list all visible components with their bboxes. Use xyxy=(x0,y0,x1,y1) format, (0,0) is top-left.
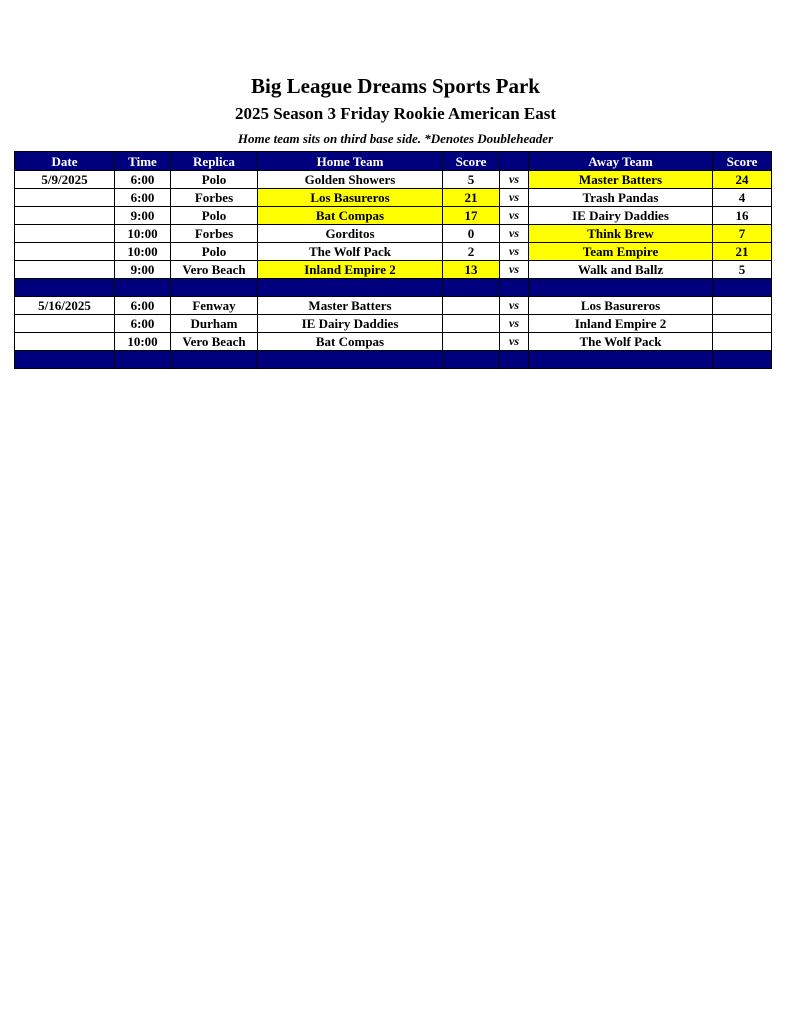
separator-cell xyxy=(529,351,713,369)
separator-cell xyxy=(443,351,500,369)
separator-cell xyxy=(15,279,115,297)
time-cell: 10:00 xyxy=(115,225,171,243)
home-team-cell: The Wolf Pack xyxy=(258,243,443,261)
home-team-cell: Inland Empire 2 xyxy=(258,261,443,279)
col-replica-header: Replica xyxy=(171,152,258,171)
home-team-cell: Bat Compas xyxy=(258,207,443,225)
time-cell: 10:00 xyxy=(115,243,171,261)
separator-cell xyxy=(115,279,171,297)
away-team-cell: Walk and Ballz xyxy=(529,261,713,279)
away-score-cell xyxy=(713,315,772,333)
table-row xyxy=(15,243,772,261)
separator-cell xyxy=(258,279,443,297)
date-cell xyxy=(15,243,115,261)
vs-cell: vs xyxy=(500,297,529,315)
time-cell: 9:00 xyxy=(115,261,171,279)
vs-cell: vs xyxy=(500,333,529,351)
home-team-cell: Gorditos xyxy=(258,225,443,243)
away-score-cell: 24 xyxy=(713,171,772,189)
home-score-cell: 5 xyxy=(443,171,500,189)
date-cell xyxy=(15,315,115,333)
home-score-cell: 13 xyxy=(443,261,500,279)
table-row xyxy=(15,171,772,189)
separator-cell xyxy=(171,279,258,297)
page-subtitle: 2025 Season 3 Friday Rookie American East xyxy=(234,104,557,123)
away-team-cell: IE Dairy Daddies xyxy=(529,207,713,225)
col-home-score-header: Score xyxy=(443,152,500,171)
home-team-cell: IE Dairy Daddies xyxy=(258,315,443,333)
col-away-team-header: Away Team xyxy=(529,152,713,171)
away-score-cell: 16 xyxy=(713,207,772,225)
col-vs-header xyxy=(500,152,529,171)
page-note: Home team sits on third base side. *Denotes Doubleheader xyxy=(237,131,554,146)
table-row xyxy=(15,207,772,225)
vs-cell: vs xyxy=(500,261,529,279)
table-row xyxy=(15,297,772,315)
date-cell xyxy=(15,189,115,207)
home-score-cell: 21 xyxy=(443,189,500,207)
page-title: Big League Dreams Sports Park xyxy=(251,74,540,98)
home-team-cell: Los Basureros xyxy=(258,189,443,207)
replica-cell: Polo xyxy=(171,243,258,261)
replica-cell: Forbes xyxy=(171,189,258,207)
col-date-header: Date xyxy=(15,152,115,171)
away-team-cell: Master Batters xyxy=(529,171,713,189)
away-score-cell xyxy=(713,297,772,315)
replica-cell: Polo xyxy=(171,207,258,225)
away-score-cell xyxy=(713,333,772,351)
home-team-cell: Golden Showers xyxy=(258,171,443,189)
away-team-cell: Inland Empire 2 xyxy=(529,315,713,333)
separator-cell xyxy=(258,351,443,369)
schedule-table xyxy=(14,151,772,369)
away-score-cell: 5 xyxy=(713,261,772,279)
home-score-cell: 2 xyxy=(443,243,500,261)
home-score-cell: 17 xyxy=(443,207,500,225)
away-team-cell: Los Basureros xyxy=(529,297,713,315)
separator-cell xyxy=(171,351,258,369)
date-cell xyxy=(15,261,115,279)
col-away-score-header: Score xyxy=(713,152,772,171)
separator-cell xyxy=(115,351,171,369)
vs-cell: vs xyxy=(500,225,529,243)
replica-cell: Polo xyxy=(171,171,258,189)
vs-cell: vs xyxy=(500,189,529,207)
schedule-body xyxy=(15,171,772,369)
week-separator-row xyxy=(15,351,772,369)
away-team-cell: Team Empire xyxy=(529,243,713,261)
separator-cell xyxy=(500,279,529,297)
separator-cell xyxy=(713,351,772,369)
time-cell: 6:00 xyxy=(115,189,171,207)
date-cell xyxy=(15,333,115,351)
away-team-cell: Trash Pandas xyxy=(529,189,713,207)
vs-cell: vs xyxy=(500,171,529,189)
vs-cell: vs xyxy=(500,315,529,333)
time-cell: 9:00 xyxy=(115,207,171,225)
replica-cell: Durham xyxy=(171,315,258,333)
header-row xyxy=(15,152,772,171)
away-score-cell: 21 xyxy=(713,243,772,261)
replica-cell: Forbes xyxy=(171,225,258,243)
separator-cell xyxy=(15,351,115,369)
table-row xyxy=(15,261,772,279)
date-cell: 5/16/2025 xyxy=(15,297,115,315)
week-separator-row xyxy=(15,279,772,297)
separator-cell xyxy=(500,351,529,369)
table-row xyxy=(15,189,772,207)
vs-cell: vs xyxy=(500,243,529,261)
separator-cell xyxy=(529,279,713,297)
replica-cell: Vero Beach xyxy=(171,333,258,351)
away-team-cell: The Wolf Pack xyxy=(529,333,713,351)
home-team-cell: Master Batters xyxy=(258,297,443,315)
replica-cell: Vero Beach xyxy=(171,261,258,279)
time-cell: 6:00 xyxy=(115,297,171,315)
replica-cell: Fenway xyxy=(171,297,258,315)
vs-cell: vs xyxy=(500,207,529,225)
away-score-cell: 7 xyxy=(713,225,772,243)
date-cell xyxy=(15,207,115,225)
home-team-cell: Bat Compas xyxy=(258,333,443,351)
home-score-cell xyxy=(443,315,500,333)
date-cell: 5/9/2025 xyxy=(15,171,115,189)
away-team-cell: Think Brew xyxy=(529,225,713,243)
separator-cell xyxy=(713,279,772,297)
separator-cell xyxy=(443,279,500,297)
col-home-team-header: Home Team xyxy=(258,152,443,171)
home-score-cell xyxy=(443,297,500,315)
home-score-cell xyxy=(443,333,500,351)
date-cell xyxy=(15,225,115,243)
home-score-cell: 0 xyxy=(443,225,500,243)
table-row xyxy=(15,315,772,333)
time-cell: 10:00 xyxy=(115,333,171,351)
time-cell: 6:00 xyxy=(115,171,171,189)
table-row xyxy=(15,333,772,351)
col-time-header: Time xyxy=(115,152,171,171)
time-cell: 6:00 xyxy=(115,315,171,333)
away-score-cell: 4 xyxy=(713,189,772,207)
table-row xyxy=(15,225,772,243)
